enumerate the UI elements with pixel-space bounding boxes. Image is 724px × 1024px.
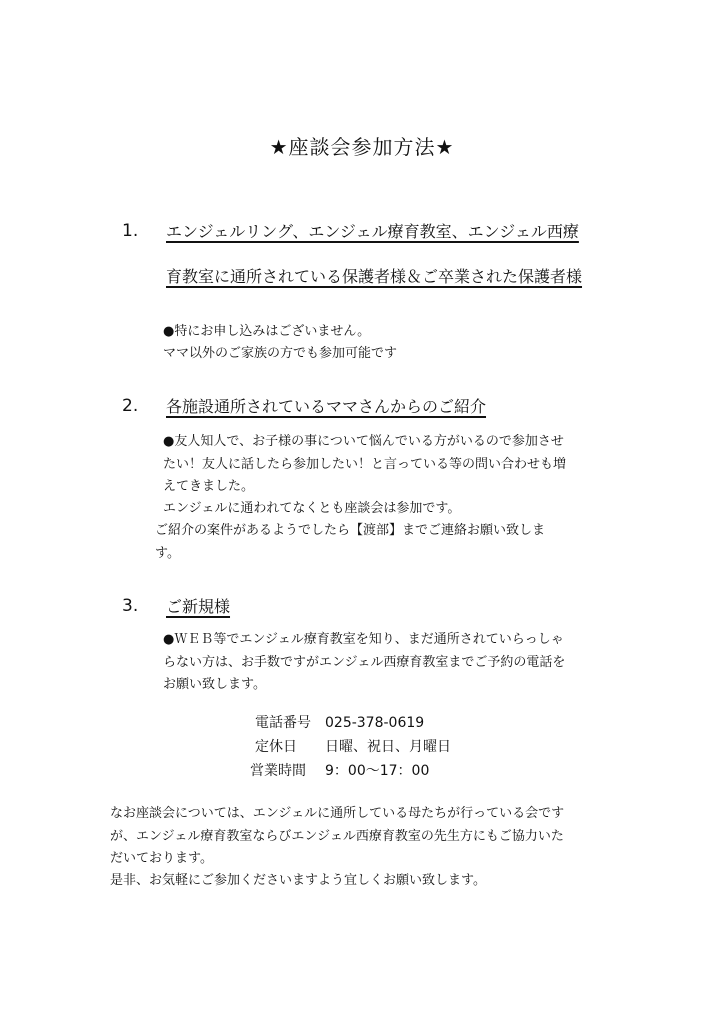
- section-3-body-line: ●ＷＥＢ等でエンジェル療育教室を知り、まだ通所されていらっしゃ: [163, 632, 564, 647]
- section-1-heading-line-1: エンジェルリング、エンジェル療育教室、エンジェル西療: [166, 222, 579, 241]
- section-3-body-line: お願い致します。: [163, 677, 266, 692]
- closed-days-value: 日曜、祝日、月曜日: [325, 739, 451, 755]
- section-2-body-line: エンジェルに通われてなくとも座談会は参加です。: [163, 501, 461, 516]
- section-2-heading: 各施設通所されているママさんからのご紹介: [166, 397, 487, 416]
- phone-value: 025-378-0619: [325, 715, 425, 731]
- section-3-number: 3.: [122, 596, 139, 616]
- page-title: ★座談会参加方法★: [269, 135, 455, 159]
- closed-days-label: 定休日: [255, 739, 297, 755]
- section-3-body-line: らない方は、お手数ですがエンジェル西療育教室までご予約の電話を: [163, 655, 566, 670]
- section-2-body-line: たい！友人に話したら参加したい！と言っている等の問い合わせも増: [163, 457, 567, 472]
- footer-line: なお座談会については、エンジェルに通所している母たちが行っている会です: [110, 806, 565, 821]
- section-2-body-line: えてきました。: [163, 479, 255, 494]
- footer-line: 是非、お気軽にご参加くださいますよう宜しくお願い致します。: [110, 873, 486, 888]
- phone-label: 電話番号: [255, 715, 311, 731]
- section-2-body-line: す。: [155, 546, 180, 561]
- hours-value: 9：00～17：00: [325, 763, 430, 779]
- contact-hours: [250, 760, 429, 780]
- contact-closed-days: [255, 736, 451, 756]
- footer-line: が、エンジェル療育教室ならびエンジェル西療育教室の先生方にもご協力いた: [110, 829, 564, 844]
- section-2-body-line: ●友人知人で、お子様の事について悩んでいる方がいるので参加させ: [163, 434, 564, 449]
- section-1-number: 1.: [122, 221, 139, 241]
- contact-phone: [255, 712, 424, 732]
- section-2-body-line: ご紹介の案件があるようでしたら【渡部】までご連絡お願い致しま: [155, 523, 546, 538]
- hours-label: 営業時間: [250, 763, 306, 779]
- section-3-heading: ご新規様: [166, 597, 231, 616]
- section-1-body-line: ●特にお申し込みはございません。: [163, 324, 371, 339]
- section-2-number: 2.: [122, 396, 139, 416]
- footer-line: だいております。: [110, 851, 213, 866]
- section-1-heading-line-2: 育教室に通所されている保護者様＆ご卒業された保護者様: [166, 267, 583, 286]
- section-1-body-line: ママ以外のご家族の方でも参加可能です: [163, 346, 398, 361]
